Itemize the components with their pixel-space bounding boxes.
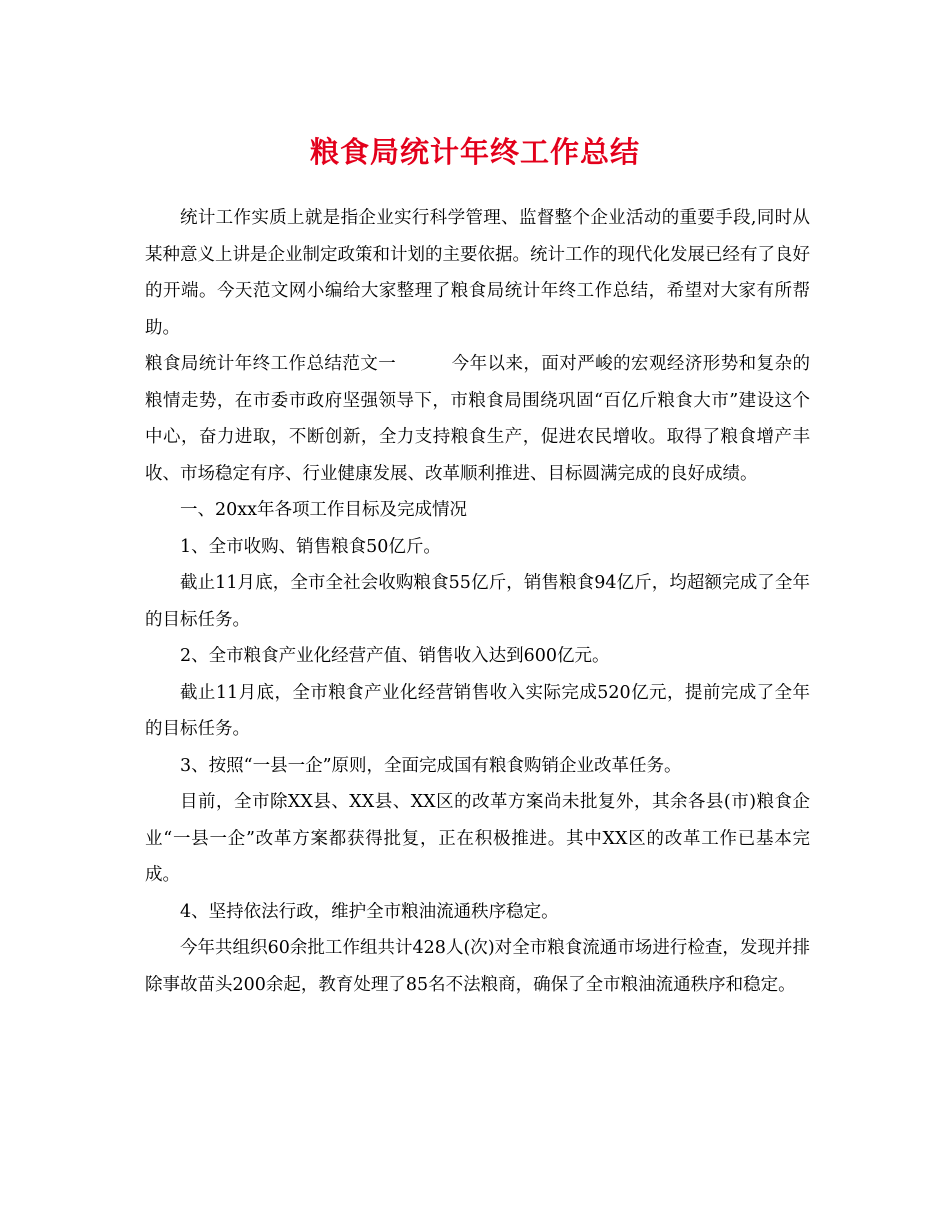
item-heading-3: 3、按照“一县一企”原则，全面完成国有粮食购销企业改革任务。 [180,755,682,776]
item-body-3: 目前，全市除XX县、XX县、XX区的改革方案尚未批复外，其余各县(市)粮食企业“一县一企”改革方案都获得批复，正在积极推进。其中XX区的改革工作已基本完成。 [145,792,810,885]
document-body [145,200,810,1003]
document-title: 粮食局统计年终工作总结 [309,135,640,169]
section-paragraph [145,346,810,492]
item-body-1: 截止11月底，全市全社会收购粮食55亿斤，销售粮食94亿斤，均超额完成了全年的目标任务。 [145,573,810,630]
body-paragraph: 今年以来，面对严峻的宏观经济形势和复杂的粮情走势，在市委市政府坚强领导下，市粮食局围绕巩固“百亿斤粮食大市”建设这个中心，奋力进取，不断创新，全力支持粮食生产，促进农民增收。取得了粮食增产丰收、市场稳定有序、行业健康发展、改革顺利推进、目标圆满完成的良好成绩。 [145,354,811,484]
sample-heading: 粮食局统计年终工作总结范文一 [145,354,397,374]
item-heading-1: 1、全市收购、销售粮食50亿斤。 [180,536,441,557]
section-heading: 一、20xx年各项工作目标及完成情况 [180,500,468,520]
item-body-2: 截止11月底，全市粮食产业化经营销售收入实际完成520亿元，提前完成了全年的目标任务。 [145,682,810,739]
intro-paragraph: 统计工作实质上就是指企业实行科学管理、监督整个企业活动的重要手段,同时从某种意义上讲是企业制定政策和计划的主要依据。统计工作的现代化发展已经有了良好的开端。今天范文网小编给大家整理了粮食局统计年终工作总结，希望对大家有所帮助。 [145,208,810,338]
item-heading-4: 4、坚持依法行政，维护全市粮油流通秩序稳定。 [180,901,559,922]
item-body-4: 今年共组织60余批工作组共计428人(次)对全市粮食流通市场进行检查，发现并排除事故苗头200余起，教育处理了85名不法粮商，确保了全市粮油流通秩序和稳定。 [145,938,810,995]
item-heading-2: 2、全市粮食产业化经营产值、销售收入达到600亿元。 [180,646,610,666]
